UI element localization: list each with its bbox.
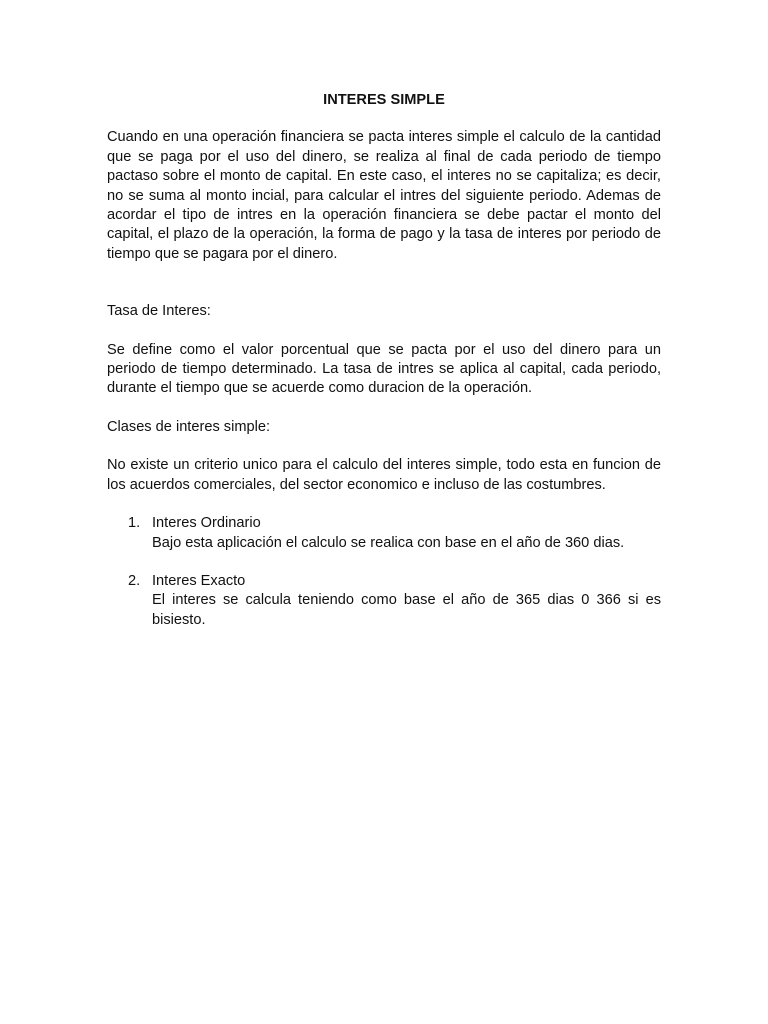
spacer bbox=[107, 495, 661, 514]
spacer bbox=[107, 437, 661, 456]
document-body bbox=[107, 91, 661, 630]
tasa-paragraph: Se define como el valor porcentual que se pacta por el uso del dinero para un periodo de tiempo determinado. La tasa de intres se aplica al capital, cada periodo, durante el tiempo que se acuerde como duracion de la operación. bbox=[107, 341, 661, 397]
clases-list bbox=[107, 514, 661, 630]
list-item-title: Interes Exacto bbox=[152, 572, 246, 589]
document-title: INTERES SIMPLE bbox=[323, 92, 445, 108]
spacer bbox=[107, 264, 661, 302]
clases-paragraph: No existe un criterio unico para el calculo del interes simple, todo esta en funcion de los acuerdos comerciales, del sector economico e incluso de las costumbres. bbox=[107, 457, 661, 493]
list-item-title: Interes Ordinario bbox=[152, 515, 261, 532]
spacer bbox=[107, 322, 661, 341]
spacer bbox=[107, 399, 661, 418]
list-item-text: El interes se calcula teniendo como base el año de 365 dias 0 366 si es bisiesto. bbox=[152, 592, 661, 628]
tasa-heading: Tasa de Interes: bbox=[107, 303, 211, 320]
intro-paragraph: Cuando en una operación financiera se pacta interes simple el calculo de la cantidad que se paga por el uso del dinero, se realiza al final de cada periodo de tiempo pactaso sobre el monto de capital. En este caso, el interes no se capitaliza; es decir, no se suma al monto incial, para calcular el intres del siguiente periodo. Ademas de acordar el tipo de intres en la operación financiera se debe pactar el monto del capital, el plazo de la operación, la forma de pago y la tasa de interes por periodo de tiempo que se pagara por el dinero. bbox=[107, 129, 661, 262]
list-item-number: 1. bbox=[128, 515, 141, 532]
list-item bbox=[107, 572, 661, 630]
list-item-number: 2. bbox=[128, 572, 141, 589]
clases-heading: Clases de interes simple: bbox=[107, 418, 271, 435]
list-item-text: Bajo esta aplicación el calculo se realica con base en el año de 360 dias. bbox=[152, 534, 625, 551]
list-item bbox=[107, 514, 661, 553]
